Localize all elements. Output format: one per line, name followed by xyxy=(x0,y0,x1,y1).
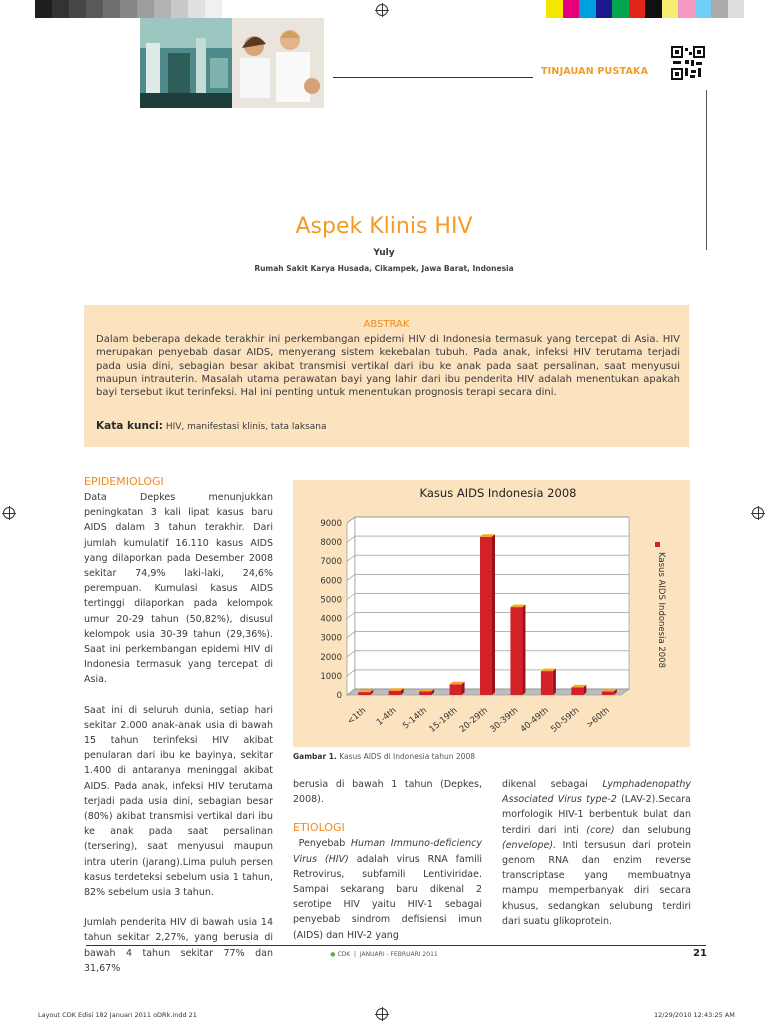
section-label: TINJAUAN PUSTAKA xyxy=(541,66,649,77)
middle-column xyxy=(293,777,482,943)
footer-rule xyxy=(86,945,706,946)
chart-bar xyxy=(389,691,401,695)
gray-swatch xyxy=(103,0,120,18)
epidemiologi-paragraph-3: Jumlah penderita HIV di bawah usia 14 tahun sekitar 2,27%, yang berusia di bawah 4 tahun sekitar 77% dan 31,67% xyxy=(84,917,273,974)
gray-swatch xyxy=(120,0,137,18)
color-swatch xyxy=(612,0,629,18)
chart-bar xyxy=(541,671,553,695)
gray-swatch xyxy=(69,0,86,18)
abstract-text: Dalam beberapa dekade terakhir ini perkembangan epidemi HIV di Indonesia termasuk yang tercepat di Asia. HIV merupakan penyebab dasar AIDS, menyerang sistem kekebalan tubuh. Pada anak, infeksi HIV terutama terjadi pada usia dini, sebagian besar akibat transmisi vertikal dari ibu ke anak pada saat persalinan, saat menyusui maupun intrauterin. Masalah utama perawatan bayi yang lahir dari ibu penderita HIV adalah menentukan apakah bayi tersebut ikut terinfeksi. Hal ini penting untuk menentukan prognosis terapi secara dini. xyxy=(96,334,680,399)
chart-x-tick-label: 1-4th xyxy=(374,705,399,728)
footer-separator: | xyxy=(354,951,357,958)
right-column xyxy=(502,777,691,929)
chart-y-tick-label: 6000 xyxy=(320,576,342,587)
keywords xyxy=(96,420,327,432)
lab-equipment-photo xyxy=(140,18,232,108)
chart-x-tick-label: >60th xyxy=(584,705,612,731)
gray-swatch xyxy=(86,0,103,18)
color-swatch xyxy=(579,0,596,18)
header-rule xyxy=(333,77,533,78)
gray-swatch xyxy=(35,0,52,18)
left-column xyxy=(84,474,273,976)
epidemiologi-paragraph-2: Saat ini di seluruh dunia, setiap hari sekitar 2.000 anak-anak usia di bawah 15 tahun terinfeksi HIV akibat penularan dari ibu ke bayinya, sekitar 1.400 di antaranya meninggal akibat AIDS. Pada anak, infeksi HIV terutama terjadi pada usia dini, sebagian besar (80%) akibat transmisi vertikal dari ibu ke anak pada saat persalinan (tersering), saat menyusui maupun intra uterin (jarang).Lima puluh persen kasus terdeteksi sebelum usia 1 tahun, 82% sebelum usia 3 tahun. xyxy=(84,704,273,899)
color-swatch xyxy=(678,0,695,18)
chart-x-tick-label: 5-14th xyxy=(401,705,430,732)
footer-journal: CDK xyxy=(337,951,351,958)
chart-side-wall xyxy=(347,517,355,695)
chart-x-tick-label: 20-29th xyxy=(457,705,490,735)
etiologi-paragraph-continued: dikenal sebagai Lymphadenopathy Associated Virus type-2 (LAV-2).Secara morfologik HIV-1 berbentuk bulat dan terdiri dari inti (core) dan selubung (envelope). Inti tersusun dari protein genom RNA dan enzim reverse transcriptase yang membuatnya mampu memperbanyak diri secara khusus, sedangkan selubung terdiri dari suatu glikoprotein. xyxy=(502,779,691,927)
bar-chart xyxy=(293,480,690,747)
chart-bar xyxy=(510,607,522,695)
registration-mark-icon xyxy=(376,1008,388,1020)
color-swatch xyxy=(728,0,745,18)
registration-mark-icon xyxy=(752,507,764,519)
etiologi-intro-paragraph: berusia di bawah 1 tahun (Depkes, 2008). xyxy=(293,779,482,806)
qr-code-icon xyxy=(671,46,705,80)
author-affiliation: Rumah Sakit Karya Husada, Cikampek, Jawa Barat, Indonesia xyxy=(254,264,514,273)
chart-bar xyxy=(450,684,462,695)
gray-swatch xyxy=(205,0,222,18)
color-swatch xyxy=(695,0,712,18)
chart-legend-label: Kasus AIDS Indonesia 2008 xyxy=(656,552,666,668)
gray-swatch xyxy=(154,0,171,18)
chart-y-tick-label: 7000 xyxy=(320,557,342,568)
chart-y-tick-label: 0 xyxy=(336,691,342,701)
gray-swatch xyxy=(171,0,188,18)
color-swatch xyxy=(645,0,662,18)
chart-bar xyxy=(419,692,431,695)
chart-x-tick-label: <1th xyxy=(345,705,369,727)
figure-caption xyxy=(293,752,475,761)
chart-y-tick-label: 3000 xyxy=(320,633,342,644)
researchers-photo xyxy=(232,18,324,108)
chart-legend-swatch xyxy=(655,542,660,547)
etiologi-paragraph: Penyebab Human Immuno-deficiency Virus (HIV) adalah virus RNA famili Retrovirus, subfamili Lentiviridae. Sampai sekarang baru dikenal 2 serotipe HIV yaitu HIV-1 sebagai penyebab sindrom defisiensi imun (AIDS) dan HIV-2 yang xyxy=(293,838,482,941)
registration-mark-icon xyxy=(3,507,15,519)
chart-bar xyxy=(480,537,492,695)
page-number: 21 xyxy=(693,948,707,959)
color-swatch xyxy=(662,0,679,18)
chart-bar-side xyxy=(553,669,556,695)
color-swatch xyxy=(546,0,563,18)
print-slug-file: Layout CDK Edisi 182 Januari 2011 oDRk.indd 21 xyxy=(38,1011,197,1019)
chart-y-tick-label: 5000 xyxy=(320,595,342,606)
chart-x-tick-label: 40-49th xyxy=(518,705,551,735)
keywords-label: Kata kunci: xyxy=(96,420,163,432)
gray-swatch xyxy=(188,0,205,18)
chart-y-tick-label: 9000 xyxy=(320,519,342,529)
abstract-box xyxy=(84,305,689,447)
chart-x-tick-label: 15-19th xyxy=(427,705,460,735)
keywords-value: HIV, manifestasi klinis, tata laksana xyxy=(165,422,327,432)
chart-title: Kasus AIDS Indonesia 2008 xyxy=(419,486,577,500)
chart-y-tick-label: 2000 xyxy=(320,652,342,663)
chart-y-tick-label: 4000 xyxy=(320,614,342,625)
article-author: Yuly xyxy=(373,248,395,258)
chart-x-tick-label: 30-39th xyxy=(488,705,521,735)
chart-y-tick-label: 8000 xyxy=(320,538,342,549)
footer-journal-info: ● CDK | JANUARI - FEBRUARI 2011 xyxy=(330,951,438,958)
footer-issue: JANUARI - FEBRUARI 2011 xyxy=(359,951,438,958)
chart-bar-side xyxy=(522,605,525,695)
article-title: Aspek Klinis HIV xyxy=(295,214,473,239)
color-swatch xyxy=(563,0,580,18)
figure-caption-text: Kasus AIDS di Indonesia tahun 2008 xyxy=(339,752,475,761)
figure-caption-label: Gambar 1. xyxy=(293,752,337,761)
color-swatch xyxy=(629,0,646,18)
abstract-heading: ABSTRAK xyxy=(363,319,410,330)
epidemiologi-heading: EPIDEMIOLOGI xyxy=(84,475,164,488)
registration-mark-icon xyxy=(376,4,388,16)
chart-y-tick-label: 1000 xyxy=(320,671,342,682)
chart-bar xyxy=(571,687,583,695)
print-slug-date: 12/29/2010 12:43:25 AM xyxy=(654,1011,735,1019)
color-swatch xyxy=(596,0,613,18)
chart-box xyxy=(293,480,690,747)
color-swatch xyxy=(711,0,728,18)
gray-swatch xyxy=(52,0,69,18)
chart-x-tick-label: 50-59th xyxy=(549,705,582,735)
chart-bar xyxy=(358,692,370,695)
gray-swatch xyxy=(137,0,154,18)
etiologi-heading: ETIOLOGI xyxy=(293,821,345,835)
chart-bar xyxy=(602,692,614,695)
chart-bar-side xyxy=(492,534,495,695)
epidemiologi-paragraph-1: Data Depkes menunjukkan peningkatan 3 kali lipat kasus baru AIDS dalam 3 tahun terakhir. Dari jumlah kumulatif 16.110 kasus AIDS yang dilaporkan pada Desember 2008 sekitar 74,9% laki-laki, 24,6% perempuan. Kumulasi kasus AIDS tertinggi dilaporkan pada kelompok umur 20-29 tahun (50,82%), disusul kelompok usia 30-39 tahun (29,36%). Saat ini perkembangan epidemi HIV di Indonesia termasuk yang tercepat di Asia. xyxy=(84,492,273,686)
